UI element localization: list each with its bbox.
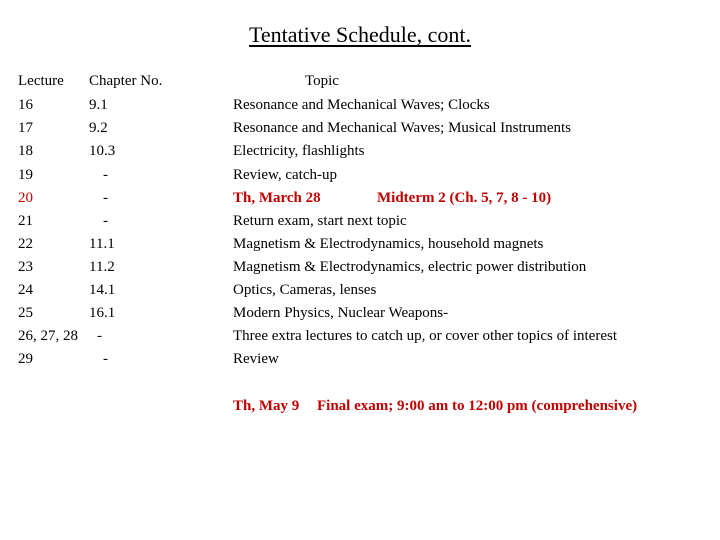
lecture-number: 24 (18, 282, 33, 298)
chapter-number: - (103, 190, 108, 206)
topic-text: Review, catch-up (233, 167, 337, 183)
chapter-number: 9.2 (89, 120, 108, 136)
topic-text: Resonance and Mechanical Waves; Clocks (233, 97, 490, 113)
topic-text: Resonance and Mechanical Waves; Musical Instruments (233, 120, 571, 136)
table-row (0, 305, 720, 328)
header-lecture: Lecture (18, 73, 64, 89)
page-title: Tentative Schedule, cont. (248, 22, 472, 47)
chapter-number: 11.2 (89, 259, 115, 275)
table-row (0, 351, 720, 374)
table-row (0, 120, 720, 143)
lecture-number: 19 (18, 167, 33, 183)
lecture-number: 20 (18, 190, 33, 206)
table-row (0, 328, 720, 351)
table-row (0, 143, 720, 166)
lecture-number: 17 (18, 120, 33, 136)
lecture-number: 23 (18, 259, 33, 275)
table-row (0, 213, 720, 236)
chapter-number: 16.1 (89, 305, 116, 321)
lecture-number: 22 (18, 236, 33, 252)
lecture-number: 18 (18, 143, 33, 159)
chapter-number: 14.1 (89, 282, 116, 298)
table-row (0, 97, 720, 120)
topic-text: Return exam, start next topic (233, 213, 407, 229)
chapter-number: 11.1 (89, 236, 115, 252)
header-chapter: Chapter No. (89, 73, 163, 89)
table-row-midterm (0, 190, 720, 213)
topic-text: Magnetism & Electrodynamics, household magnets (233, 236, 544, 252)
topic-text: Three extra lectures to catch up, or cover other topics of interest (233, 328, 618, 344)
chapter-number: - (103, 213, 108, 229)
chapter-number: - (103, 167, 108, 183)
table-row (0, 259, 720, 282)
lecture-number: 16 (18, 97, 33, 113)
lecture-number: 25 (18, 305, 33, 321)
chapter-number: 10.3 (89, 143, 116, 159)
topic-text: Optics, Cameras, lenses (233, 282, 377, 298)
final-exam-text: Final exam; 9:00 am to 12:00 pm (comprehensive) (317, 398, 638, 414)
chapter-number: 9.1 (89, 97, 108, 113)
chapter-number: - (97, 328, 102, 344)
table-row (0, 236, 720, 259)
table-row (0, 282, 720, 305)
chapter-number: - (103, 351, 108, 367)
topic-text: Electricity, flashlights (233, 143, 365, 159)
lecture-number: 21 (18, 213, 33, 229)
topic-text: Modern Physics, Nuclear Weapons- (233, 305, 449, 321)
topic-text: Review (233, 351, 279, 367)
table-row (0, 167, 720, 190)
final-exam-date: Th, May 9 (233, 398, 300, 414)
header-topic: Topic (305, 73, 339, 89)
topic-text: Magnetism & Electrodynamics, electric power distribution (233, 259, 587, 275)
lecture-number: 29 (18, 351, 33, 367)
lecture-number: 26, 27, 28 (18, 328, 78, 344)
midterm-text: Midterm 2 (Ch. 5, 7, 8 - 10) (377, 190, 552, 206)
midterm-date: Th, March 28 (233, 190, 321, 206)
